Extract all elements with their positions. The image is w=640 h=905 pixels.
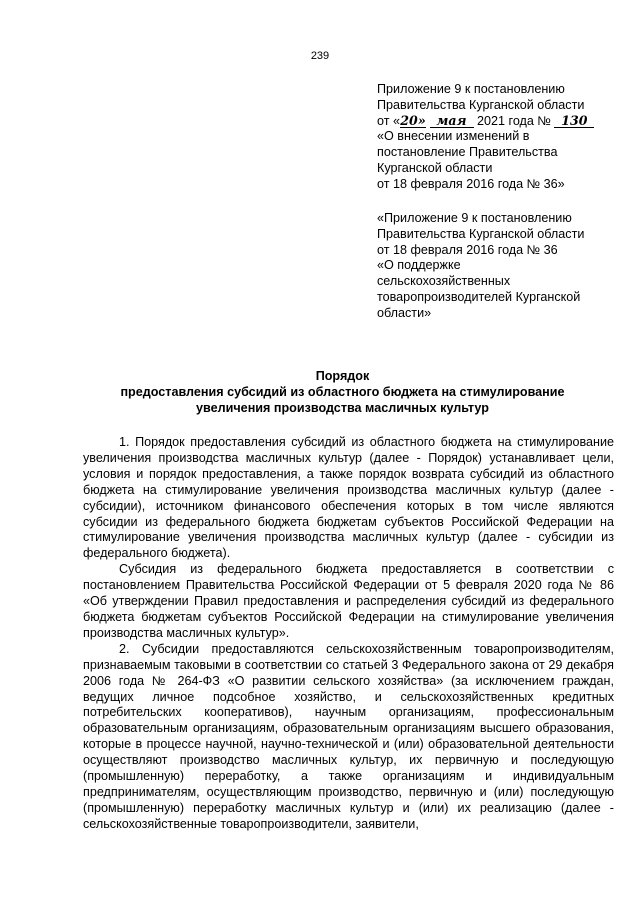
date-prefix: от « <box>377 113 400 128</box>
paragraph-1: 1. Порядок предоставления субсидий из областного бюджета на стимулирование увеличения производства масличных культур (далее - Порядок) устанавливает цели, условия и порядок предоставления, а также порядок возврата субсидий из областного бюджета на стимулирование увеличения производства масличных культур (далее - субсидии), источником финансового обеспечения которых в том числе являются субсидии из федерального бюджета бюджетам субъектов Российской Федерации на стимулирование увеличения производства масличных культур (далее - субсидии из федерального бюджета). <box>83 435 614 561</box>
appendix-line: «Приложение 9 к постановлению <box>377 211 572 225</box>
title-line: увеличения производства масличных культур <box>196 401 489 415</box>
appendix-line: Правительства Курганской области <box>377 226 585 241</box>
appendix-line: от 18 февраля 2016 года № 36 <box>377 242 558 257</box>
appendix-line: «О поддержке <box>377 258 461 273</box>
appendix-original-header <box>377 211 627 322</box>
date-year-and-number-label: 2021 года № <box>477 113 551 128</box>
appendix-date-line <box>377 114 627 130</box>
title-line: Порядок <box>315 369 370 383</box>
appendix-line: Приложение 9 к постановлению <box>377 82 565 96</box>
appendix-line: сельскохозяйственных <box>377 274 511 289</box>
appendix-line: постановление Правительства <box>377 145 558 160</box>
document-title <box>60 368 625 416</box>
appendix-line: от 18 февраля 2016 года № 36» <box>377 176 565 191</box>
document-body <box>83 435 614 833</box>
page-number: 239 <box>310 50 330 62</box>
appendix-line: товаропроизводителей Курганской <box>377 289 581 304</box>
appendix-line: Правительства Курганской области <box>377 97 585 112</box>
appendix-line: «О внесении изменений в <box>377 129 530 144</box>
title-line: предоставления субсидий из областного бюджета на стимулирование <box>120 385 565 399</box>
paragraph-federal-subsidy: Субсидия из федерального бюджета предоставляется в соответствии с постановлением Правительства Российской Федерации от 5 февраля 2020 года № 86 «Об утверждении Правил предоставления и распределения субсидий из федерального бюджета бюджетам субъектов Российской Федерации на стимулирование увеличения производства масличных культур». <box>83 562 614 640</box>
handwritten-month: мая <box>430 114 474 128</box>
paragraph-2: 2. Субсидии предоставляются сельскохозяйственным товаропроизводителям, признаваемым таковыми в соответствии со статьей 3 Федерального закона от 29 декабря 2006 года № 264-ФЗ «О развитии сельского хозяйства» (за исключением граждан, ведущих личное подсобное хозяйство, и сельскохозяйственных кредитных потребительских кооперативов), научным организациям, профессиональным образовательным организациям, образовательным организациям высшего образования, которые в процессе научной, научно-технической и (или) образовательной деятельности осуществляют производство масличных культур, их первичную и последующую (промышленную) переработку, а также организациям и индивидуальным предпринимателям, осуществляющим производство, первичную и (или) последующую (промышленную) переработку масличных культур и (или) их реализацию (далее - сельскохозяйственные товаропроизводители, заявители, <box>83 641 614 831</box>
appendix-amendment-header <box>377 82 627 193</box>
handwritten-resolution-number: 130 <box>554 114 594 128</box>
appendix-line: области» <box>377 305 432 320</box>
handwritten-day: 20» <box>400 112 426 128</box>
appendix-line: Курганской области <box>377 160 493 175</box>
